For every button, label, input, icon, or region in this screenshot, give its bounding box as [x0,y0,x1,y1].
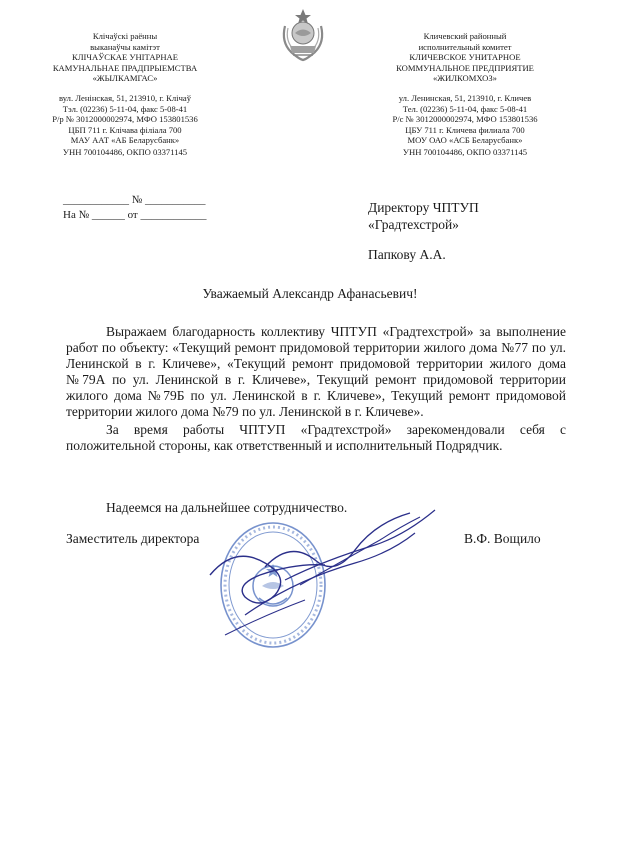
signatory-name: В.Ф. Вощило [464,531,541,546]
header-left-line: Клічаўскі раённы [92,31,158,41]
greeting: Уважаемый Александр Афанасьевич! [202,286,418,301]
header-right-line: «ЖИЛКОМХОЗ» [433,73,497,84]
letter-body [66,324,566,454]
header-left-unn: УНН 700104486, ОКПО 03371145 [62,146,188,157]
addressee-position: Директору ЧПТУП [368,200,479,215]
header-right-address: МОУ ОАО «АСБ Беларусбанк» [407,135,523,146]
header-right-unn: УНН 700104486, ОКПО 03371145 [402,146,528,157]
header-right [375,31,555,158]
handwritten-signature [205,505,455,640]
state-emblem-icon [277,6,329,62]
header-left-address: МАУ ААТ «АБ Беларусбанк» [70,135,180,146]
header-left-address: Тэл. (02236) 5-11-04, факс 5-08-41 [62,103,188,114]
header-right-line: КЛИЧЕВСКОЕ УНИТАРНОЕ [409,52,521,63]
header-right-line: исполнительный комитет [418,41,512,52]
header-right-line: Кличевский районный [423,31,507,41]
header-left-address: Р/р № 3012000002974, МФО 153801536 [52,114,198,125]
header-left-line: КАМУНАЛЬНАЕ ПРАДПРЫЕМСТВА [52,62,198,73]
header-left-line: выканаўчы камітэт [90,41,160,52]
header-left-line: КЛІЧАЎСКАЕ УНІТАРНАЕ [72,52,178,63]
header-left [30,31,220,158]
body-paragraph: Выражаем благодарность коллективу ЧПТУП «Градтехстрой» за выполнение работ по объекту: «Текущий ремонт придомовой территории жилого дома №77 по ул. Ленинской в г. Кличеве», «Текущий ремонт придомовой территории жилого дома №79А по ул. Ленинской в г. Кличеве», Текущий ремонт придомовой территории жилого дома №79Б по ул. Ленинской в г. Кличеве», Текущий ремонт придомовой территории жилого дома №79 по ул. Ленинской в г. Кличеве». [66,324,566,419]
addressee-company: «Градтехстрой» [368,216,459,232]
header-right-line: КОММУНАЛЬНОЕ ПРЕДПРИЯТИЕ [396,62,534,73]
incoming-reference: На № ______ от ____________ [63,209,207,221]
header-right-address: ул. Ленинская, 51, 213910, г. Кличев [398,92,532,103]
addressee-name: Папкову А.А. [368,247,446,262]
header-left-line: «ЖЫЛКАМГАС» [92,73,158,84]
outgoing-reference: ____________ № ___________ [63,194,206,206]
header-left-address: ЦБП 711 г. Клічава філіала 700 [68,124,182,135]
header-right-address: Р/с № 3012000002974, МФО 153801536 [392,114,538,125]
signatory-position: Заместитель директора [66,531,200,546]
header-right-address: Тел. (02236) 5-11-04, факс 5-08-41 [402,103,528,114]
body-paragraph: За время работы ЧПТУП «Градтехстрой» зарекомендовали себя с положительной стороны, как ответственный и исполнительный Подрядчик. [66,422,566,453]
addressee [368,200,479,264]
closing-line: Надеемся на дальнейшее сотрудничество. [106,500,348,515]
header-right-address: ЦБУ 711 г. Кличева филиала 700 [405,124,525,135]
header-left-address: вул. Ленінская, 51, 213910, г. Клічаў [58,92,192,103]
